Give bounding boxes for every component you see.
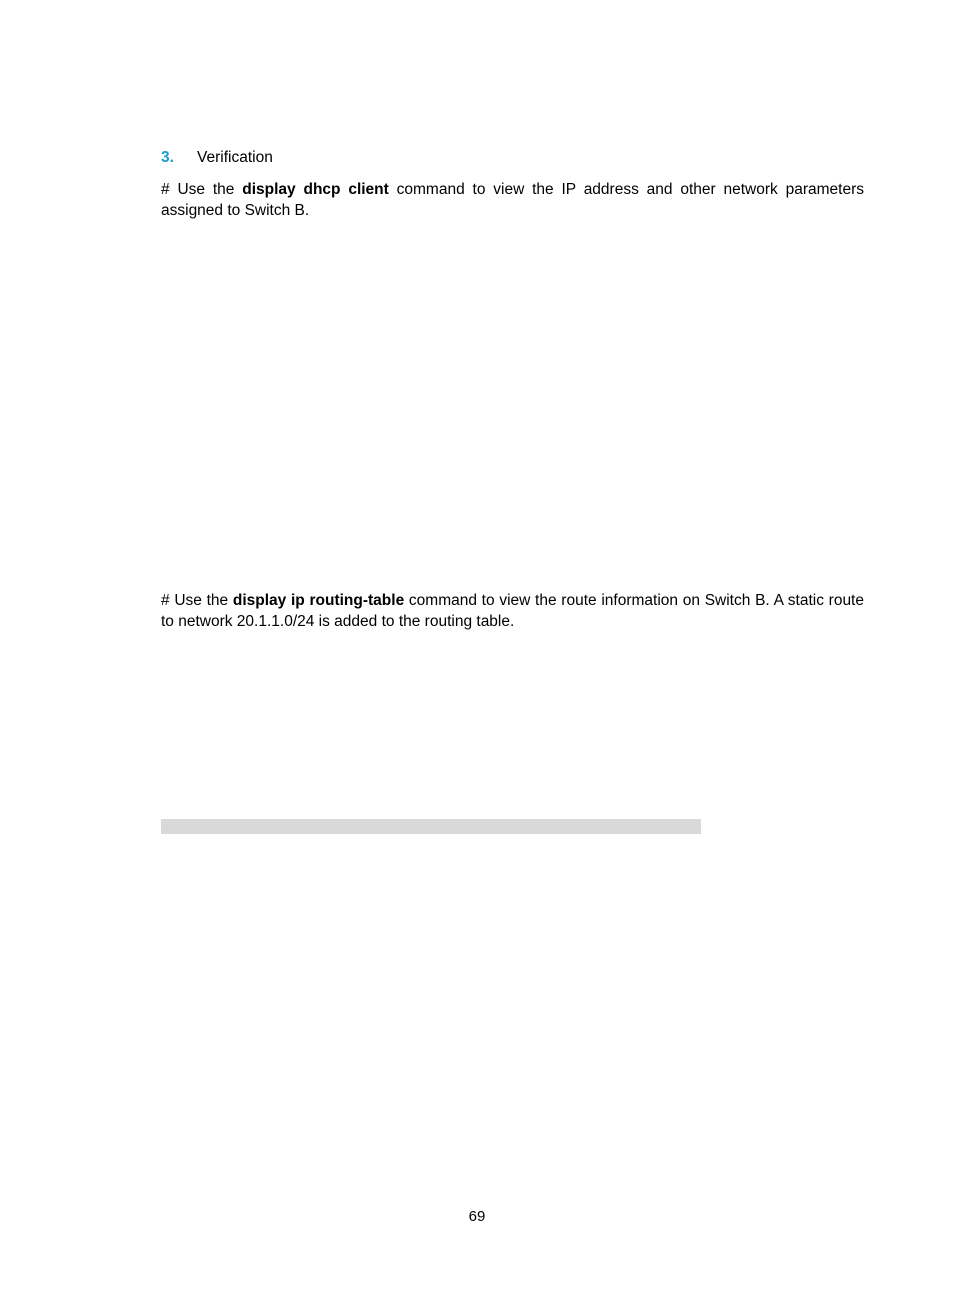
routing-table-paragraph <box>161 590 864 632</box>
step-title: Verification <box>197 149 273 166</box>
dhcp-client-paragraph <box>161 179 864 221</box>
routing-paragraph-suffix: command to view the route information on Switch B. A static route to network 20.1.1.0/24 is added to the routing table. <box>161 592 864 630</box>
highlighted-output-bar <box>161 819 701 834</box>
routing-command-name: display ip routing-table <box>232 592 405 609</box>
step-number: 3. <box>161 149 174 166</box>
page-number: 69 <box>468 1208 486 1225</box>
dhcp-paragraph-suffix: command to view the IP address and other network parameters assigned to Switch B. <box>161 181 865 219</box>
step-heading <box>161 148 273 168</box>
dhcp-command-name: display dhcp client <box>242 181 389 198</box>
routing-paragraph-prefix: # Use the <box>161 592 233 609</box>
dhcp-paragraph-prefix: # Use the <box>161 181 243 198</box>
